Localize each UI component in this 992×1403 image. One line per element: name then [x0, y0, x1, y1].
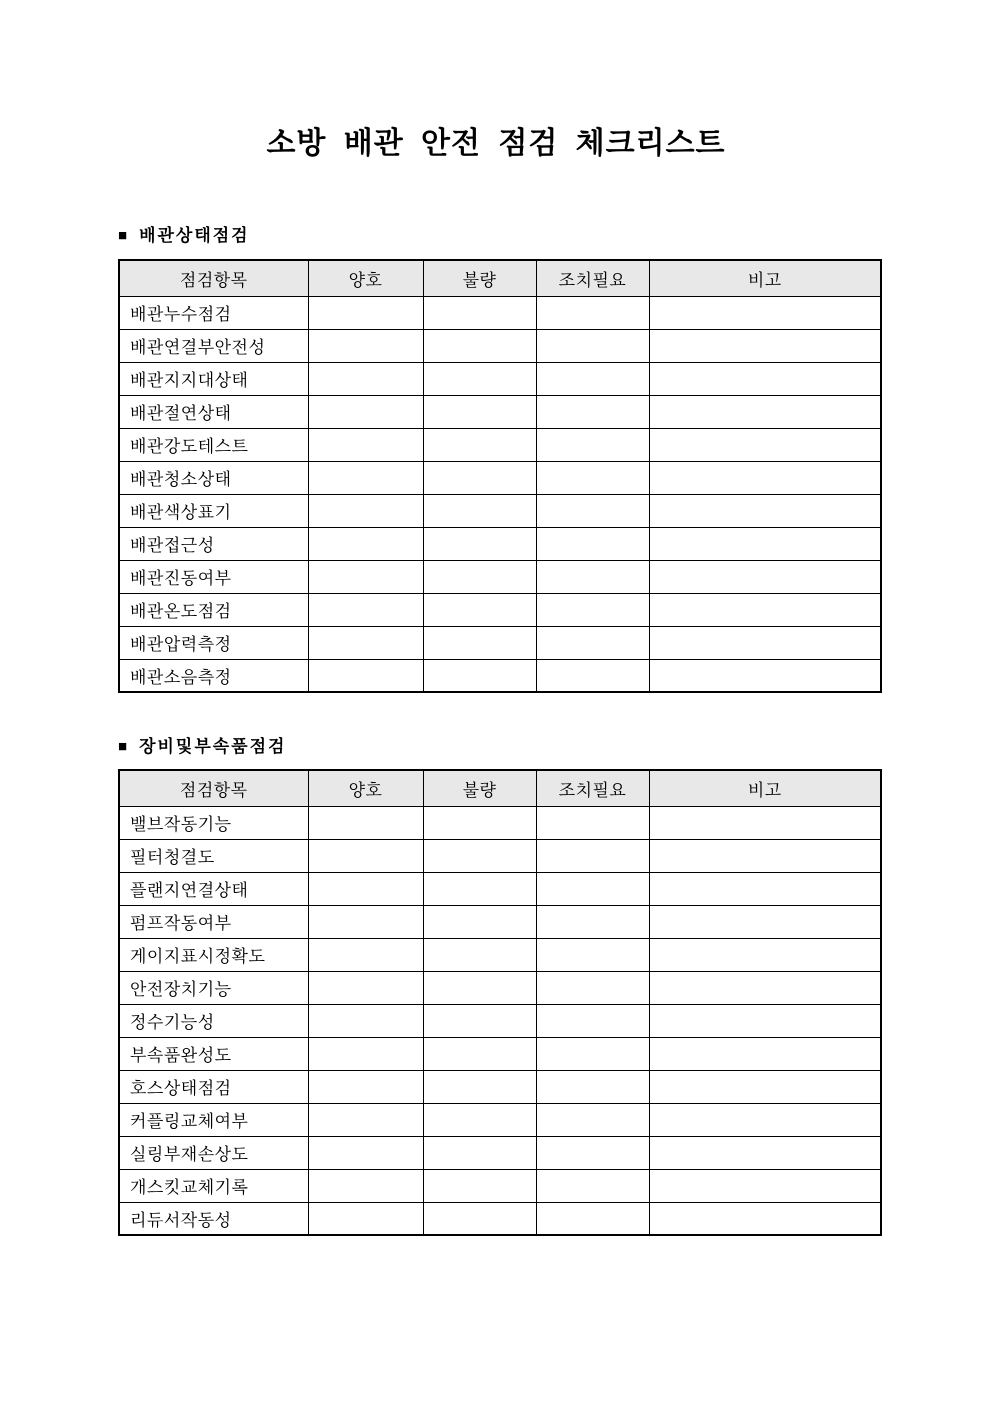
check-cell-good [308, 1037, 423, 1070]
remarks-cell [649, 1004, 881, 1037]
remarks-cell [649, 839, 881, 872]
check-cell-action-needed [536, 296, 649, 329]
check-cell-defective [423, 1169, 536, 1202]
check-cell-good [308, 395, 423, 428]
remarks-cell [649, 527, 881, 560]
inspection-item-label: 펌프작동여부 [119, 905, 308, 938]
inspection-item-label: 배관색상표기 [119, 494, 308, 527]
remarks-cell [649, 395, 881, 428]
check-cell-action-needed [536, 1037, 649, 1070]
remarks-cell [649, 1202, 881, 1235]
check-cell-action-needed [536, 593, 649, 626]
check-cell-good [308, 806, 423, 839]
check-cell-defective [423, 1202, 536, 1235]
inspection-item-label: 배관접근성 [119, 527, 308, 560]
check-cell-action-needed [536, 1136, 649, 1169]
table-row [119, 938, 881, 971]
table-header-row [119, 260, 881, 296]
check-cell-good [308, 1202, 423, 1235]
check-cell-action-needed [536, 626, 649, 659]
inspection-item-label: 필터청결도 [119, 839, 308, 872]
inspection-item-label: 배관압력측정 [119, 626, 308, 659]
remarks-cell [649, 1037, 881, 1070]
table-row [119, 560, 881, 593]
inspection-item-label: 배관연결부안전성 [119, 329, 308, 362]
table-row [119, 1103, 881, 1136]
check-cell-action-needed [536, 329, 649, 362]
section-title: 배관상태점검 [139, 226, 250, 245]
remarks-cell [649, 1103, 881, 1136]
column-header-defective: 불량 [423, 770, 536, 806]
inspection-item-label: 커플링교체여부 [119, 1103, 308, 1136]
check-cell-good [308, 872, 423, 905]
check-cell-defective [423, 1004, 536, 1037]
check-cell-action-needed [536, 1202, 649, 1235]
remarks-cell [649, 494, 881, 527]
check-cell-good [308, 1136, 423, 1169]
check-cell-action-needed [536, 1004, 649, 1037]
check-cell-good [308, 659, 423, 692]
check-cell-defective [423, 1037, 536, 1070]
check-cell-defective [423, 659, 536, 692]
check-cell-good [308, 362, 423, 395]
check-cell-action-needed [536, 1169, 649, 1202]
section-header-equipment-accessories [118, 737, 992, 756]
table-row [119, 362, 881, 395]
column-header-action-needed: 조치필요 [536, 260, 649, 296]
check-cell-defective [423, 527, 536, 560]
remarks-cell [649, 806, 881, 839]
remarks-cell [649, 1136, 881, 1169]
check-cell-defective [423, 1136, 536, 1169]
column-header-good: 양호 [308, 770, 423, 806]
inspection-item-label: 배관강도테스트 [119, 428, 308, 461]
check-cell-good [308, 938, 423, 971]
check-cell-defective [423, 626, 536, 659]
check-cell-good [308, 428, 423, 461]
check-cell-action-needed [536, 659, 649, 692]
check-cell-defective [423, 362, 536, 395]
remarks-cell [649, 1169, 881, 1202]
check-cell-action-needed [536, 839, 649, 872]
check-cell-action-needed [536, 527, 649, 560]
table-row [119, 428, 881, 461]
remarks-cell [649, 560, 881, 593]
check-cell-defective [423, 806, 536, 839]
check-cell-good [308, 461, 423, 494]
inspection-item-label: 배관절연상태 [119, 395, 308, 428]
check-cell-action-needed [536, 905, 649, 938]
remarks-cell [649, 626, 881, 659]
table-header-row [119, 770, 881, 806]
check-cell-good [308, 1004, 423, 1037]
inspection-item-label: 리듀서작동성 [119, 1202, 308, 1235]
table-row [119, 494, 881, 527]
section-header-pipe-condition [118, 226, 992, 245]
table-row [119, 1004, 881, 1037]
inspection-item-label: 배관청소상태 [119, 461, 308, 494]
inspection-item-label: 개스킷교체기록 [119, 1169, 308, 1202]
table-row [119, 806, 881, 839]
check-cell-action-needed [536, 461, 649, 494]
table-row [119, 461, 881, 494]
pipe-condition-table [118, 259, 882, 693]
check-cell-defective [423, 395, 536, 428]
inspection-item-label: 호스상태점검 [119, 1070, 308, 1103]
table-row [119, 971, 881, 1004]
table-row [119, 1136, 881, 1169]
check-cell-good [308, 494, 423, 527]
check-cell-defective [423, 839, 536, 872]
column-header-good: 양호 [308, 260, 423, 296]
table-row [119, 905, 881, 938]
inspection-item-label: 배관누수점검 [119, 296, 308, 329]
check-cell-action-needed [536, 806, 649, 839]
table-row [119, 395, 881, 428]
table-row [119, 1070, 881, 1103]
check-cell-defective [423, 560, 536, 593]
equipment-accessories-table [118, 769, 882, 1236]
check-cell-good [308, 329, 423, 362]
column-header-remarks: 비고 [649, 260, 881, 296]
table-row [119, 839, 881, 872]
inspection-item-label: 정수기능성 [119, 1004, 308, 1037]
check-cell-action-needed [536, 872, 649, 905]
check-cell-good [308, 1169, 423, 1202]
section-bullet-icon: ■ [118, 738, 128, 755]
column-header-item: 점검항목 [119, 770, 308, 806]
section-bullet-icon: ■ [118, 227, 128, 244]
table-row [119, 659, 881, 692]
check-cell-action-needed [536, 938, 649, 971]
check-cell-defective [423, 461, 536, 494]
table-row [119, 626, 881, 659]
check-cell-action-needed [536, 428, 649, 461]
check-cell-defective [423, 494, 536, 527]
inspection-item-label: 부속품완성도 [119, 1037, 308, 1070]
check-cell-good [308, 905, 423, 938]
check-cell-defective [423, 872, 536, 905]
table-row [119, 1037, 881, 1070]
check-cell-defective [423, 329, 536, 362]
remarks-cell [649, 872, 881, 905]
check-cell-action-needed [536, 395, 649, 428]
check-cell-action-needed [536, 971, 649, 1004]
table-row [119, 527, 881, 560]
column-header-item: 점검항목 [119, 260, 308, 296]
inspection-item-label: 배관소음측정 [119, 659, 308, 692]
remarks-cell [649, 971, 881, 1004]
check-cell-good [308, 839, 423, 872]
remarks-cell [649, 362, 881, 395]
column-header-remarks: 비고 [649, 770, 881, 806]
check-cell-action-needed [536, 1070, 649, 1103]
check-cell-action-needed [536, 1103, 649, 1136]
check-cell-good [308, 560, 423, 593]
check-cell-defective [423, 1070, 536, 1103]
table-row [119, 329, 881, 362]
check-cell-defective [423, 593, 536, 626]
remarks-cell [649, 296, 881, 329]
remarks-cell [649, 593, 881, 626]
inspection-item-label: 밸브작동기능 [119, 806, 308, 839]
remarks-cell [649, 905, 881, 938]
check-cell-action-needed [536, 362, 649, 395]
check-cell-good [308, 1070, 423, 1103]
inspection-item-label: 배관진동여부 [119, 560, 308, 593]
page-title: 소방 배관 안전 점검 체크리스트 [266, 127, 726, 160]
check-cell-action-needed [536, 494, 649, 527]
inspection-item-label: 배관온도점검 [119, 593, 308, 626]
check-cell-good [308, 971, 423, 1004]
column-header-action-needed: 조치필요 [536, 770, 649, 806]
check-cell-defective [423, 296, 536, 329]
remarks-cell [649, 938, 881, 971]
remarks-cell [649, 659, 881, 692]
check-cell-good [308, 1103, 423, 1136]
check-cell-defective [423, 1103, 536, 1136]
check-cell-good [308, 296, 423, 329]
check-cell-defective [423, 971, 536, 1004]
remarks-cell [649, 461, 881, 494]
remarks-cell [649, 428, 881, 461]
remarks-cell [649, 329, 881, 362]
section-title: 장비및부속품점검 [139, 737, 287, 756]
check-cell-action-needed [536, 560, 649, 593]
table-row [119, 1202, 881, 1235]
check-cell-good [308, 626, 423, 659]
check-cell-good [308, 593, 423, 626]
check-cell-defective [423, 938, 536, 971]
inspection-item-label: 실링부재손상도 [119, 1136, 308, 1169]
check-cell-defective [423, 905, 536, 938]
table-row [119, 872, 881, 905]
check-cell-defective [423, 428, 536, 461]
table-row [119, 296, 881, 329]
table-row [119, 593, 881, 626]
check-cell-good [308, 527, 423, 560]
inspection-item-label: 배관지지대상태 [119, 362, 308, 395]
table-row [119, 1169, 881, 1202]
inspection-item-label: 안전장치기능 [119, 971, 308, 1004]
column-header-defective: 불량 [423, 260, 536, 296]
inspection-item-label: 플랜지연결상태 [119, 872, 308, 905]
remarks-cell [649, 1070, 881, 1103]
inspection-item-label: 게이지표시정확도 [119, 938, 308, 971]
